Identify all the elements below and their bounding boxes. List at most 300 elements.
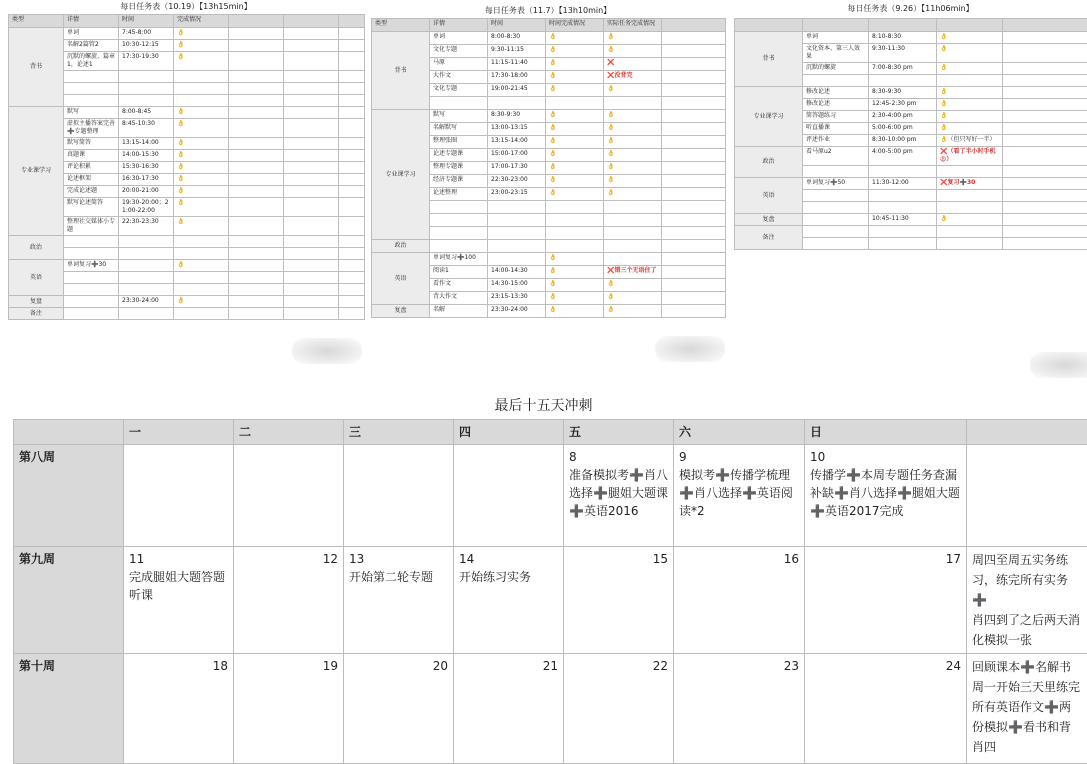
- status-cell: 👌: [546, 175, 604, 188]
- detail-cell: 名解2篇管2: [64, 40, 119, 52]
- status-cell: [174, 248, 229, 260]
- note-cell: [229, 71, 284, 83]
- day-number: 8: [569, 448, 668, 466]
- weekday-header: 二: [234, 420, 344, 445]
- empty-cell: [284, 284, 339, 296]
- detail-cell: 单词复习➕30: [64, 260, 119, 272]
- day-number: 17: [810, 550, 961, 568]
- time-cell: 16:30-17:30: [119, 174, 174, 186]
- time-cell: 17:30-18:00: [488, 71, 546, 84]
- sprint-calendar: [13, 419, 1087, 764]
- status-cell: [546, 240, 604, 253]
- detail-cell: [64, 83, 119, 95]
- empty-cell: [339, 40, 365, 52]
- empty-cell: [284, 236, 339, 248]
- day-cell: [674, 445, 805, 547]
- time-cell: 11:15-11:40: [488, 58, 546, 71]
- week-label: 第八周: [14, 445, 124, 547]
- time-cell: [119, 95, 174, 107]
- daily-task-table: [371, 18, 726, 318]
- empty-cell: [284, 107, 339, 119]
- note-cell: [1003, 123, 1087, 135]
- note-cell: [229, 162, 284, 174]
- status-cell: 👌: [546, 253, 604, 266]
- time-cell: 5:00-6:00 pm: [869, 123, 937, 135]
- status-cell: 👌: [546, 292, 604, 305]
- day-cell: [234, 445, 344, 547]
- status-cell: 👌: [546, 279, 604, 292]
- week-label: 第十周: [14, 654, 124, 764]
- detail-cell: 默写: [430, 110, 488, 123]
- empty-cell: [339, 217, 365, 236]
- status-cell: 👌: [174, 162, 229, 174]
- time-cell: 13:15-14:00: [488, 136, 546, 149]
- detail-cell: [803, 166, 869, 178]
- time-cell: 14:00-14:30: [488, 266, 546, 279]
- category-cell: 背书: [9, 28, 64, 107]
- category-cell: 政治: [372, 240, 430, 253]
- detail-cell: [430, 97, 488, 110]
- empty-cell: [662, 305, 726, 318]
- status-cell: 👌: [174, 107, 229, 119]
- table-row: [735, 87, 1087, 99]
- day-cell: [344, 445, 454, 547]
- column-header: [662, 19, 726, 32]
- detail-cell: [64, 236, 119, 248]
- detail-cell: [64, 296, 119, 308]
- status-cell: 👌: [937, 99, 1003, 111]
- time-cell: 17:00-17:30: [488, 162, 546, 175]
- status-cell: ❌（看了半小时手机😩）: [937, 147, 1003, 166]
- detail-cell: 整理张圈: [430, 136, 488, 149]
- status-cell: 👌: [546, 71, 604, 84]
- category-cell: 政治: [9, 236, 64, 260]
- detail-cell: 默写论述简答: [64, 198, 119, 217]
- empty-cell: [284, 198, 339, 217]
- day-cell: [674, 654, 805, 764]
- time-cell: [119, 83, 174, 95]
- empty-cell: [284, 150, 339, 162]
- status-cell: 👌: [546, 84, 604, 97]
- time-cell: 19:30-20:00；21:00-22:00: [119, 198, 174, 217]
- table-row: [372, 253, 726, 266]
- status-cell: [174, 284, 229, 296]
- time-cell: [869, 190, 937, 202]
- note-cell: [229, 40, 284, 52]
- category-cell: 背书: [735, 32, 803, 87]
- day-cell: [234, 547, 344, 654]
- empty-cell: [284, 119, 339, 138]
- time-cell: [869, 75, 937, 87]
- empty-cell: [339, 174, 365, 186]
- time-cell: 15:00-17:00: [488, 149, 546, 162]
- detail-cell: [430, 214, 488, 227]
- status-cell: [174, 83, 229, 95]
- category-cell: 复盘: [735, 214, 803, 226]
- note-cell: ❌没背完: [604, 71, 662, 84]
- note-cell: 👌: [604, 292, 662, 305]
- day-number: 24: [810, 657, 961, 675]
- detail-cell: 马原: [430, 58, 488, 71]
- column-header: 时间: [119, 15, 174, 28]
- time-cell: 4:00-5:00 pm: [869, 147, 937, 166]
- status-cell: [937, 202, 1003, 214]
- column-header: [803, 19, 869, 32]
- note-cell: 👌: [604, 84, 662, 97]
- empty-cell: [284, 296, 339, 308]
- detail-cell: 看作文: [430, 279, 488, 292]
- empty-cell: [339, 138, 365, 150]
- empty-cell: [662, 123, 726, 136]
- empty-cell: [339, 296, 365, 308]
- empty-cell: [662, 58, 726, 71]
- day-cell: [344, 654, 454, 764]
- status-cell: [937, 75, 1003, 87]
- time-cell: 8:30-10:00 pm: [869, 135, 937, 147]
- note-cell: [229, 308, 284, 320]
- day-number: 16: [679, 550, 799, 568]
- time-cell: 14:30-15:00: [488, 279, 546, 292]
- status-cell: 👌: [174, 52, 229, 71]
- empty-cell: [662, 175, 726, 188]
- time-cell: 8:10-8:30: [869, 32, 937, 44]
- column-header: 实际任务完成情况: [604, 19, 662, 32]
- note-cell: [1003, 166, 1087, 178]
- note-cell: [1003, 44, 1087, 63]
- sheet-title: 每日任务表（9.26）【11h06min】: [734, 0, 1087, 18]
- time-cell: 23:00-23:15: [488, 188, 546, 201]
- column-header: 详情: [64, 15, 119, 28]
- detail-cell: [64, 284, 119, 296]
- status-cell: [174, 272, 229, 284]
- note-cell: 👌: [604, 149, 662, 162]
- detail-cell: [64, 248, 119, 260]
- status-cell: 👌: [546, 58, 604, 71]
- note-cell: [1003, 214, 1087, 226]
- time-cell: 7:00-8:30 pm: [869, 63, 937, 75]
- note-cell: 👌: [604, 136, 662, 149]
- detail-cell: [64, 308, 119, 320]
- empty-cell: [662, 45, 726, 58]
- time-cell: [869, 166, 937, 178]
- day-number: 23: [679, 657, 799, 675]
- day-number: 12: [239, 550, 338, 568]
- status-cell: 👌: [174, 28, 229, 40]
- empty-cell: [339, 162, 365, 174]
- table-row: [735, 226, 1087, 238]
- week-note: 周四至周五实务练习，练完所有实务➕ 肖四到了之后两天消化模拟一张: [967, 547, 1087, 654]
- time-cell: 8:45-10:30: [119, 119, 174, 138]
- empty-cell: [339, 198, 365, 217]
- note-cell: [1003, 75, 1087, 87]
- table-row: [9, 260, 365, 272]
- table-row: [735, 178, 1087, 190]
- day-number: 13: [349, 550, 448, 568]
- week-label: 第九周: [14, 547, 124, 654]
- status-cell: 👌: [937, 87, 1003, 99]
- status-cell: 👌: [546, 149, 604, 162]
- column-header: 时间完成情况: [546, 19, 604, 32]
- time-cell: [119, 308, 174, 320]
- day-tasks: 开始练习实务: [459, 568, 558, 586]
- empty-cell: [662, 136, 726, 149]
- empty-cell: [339, 248, 365, 260]
- day-cell: [124, 547, 234, 654]
- day-cell: [454, 654, 564, 764]
- status-cell: 👌: [937, 32, 1003, 44]
- detail-cell: 文化资本、第三人效果: [803, 44, 869, 63]
- day-cell: [564, 654, 674, 764]
- note-cell: [229, 272, 284, 284]
- column-header: [937, 19, 1003, 32]
- empty-cell: [284, 40, 339, 52]
- time-cell: 20:00-21:00: [119, 186, 174, 198]
- note-cell: [229, 217, 284, 236]
- empty-cell: [662, 162, 726, 175]
- day-number: 18: [129, 657, 228, 675]
- table-row: [9, 28, 365, 40]
- empty-cell: [662, 214, 726, 227]
- note-cell: 👌: [604, 32, 662, 45]
- time-cell: 9:30-11:15: [488, 45, 546, 58]
- empty-cell: [339, 83, 365, 95]
- status-cell: [174, 236, 229, 248]
- time-cell: [869, 226, 937, 238]
- empty-cell: [662, 266, 726, 279]
- day-number: 15: [569, 550, 668, 568]
- detail-cell: [803, 238, 869, 250]
- detail-cell: 完成论述题: [64, 186, 119, 198]
- detail-cell: 整理专题课: [430, 162, 488, 175]
- category-cell: 英语: [372, 253, 430, 305]
- day-cell: [564, 547, 674, 654]
- note-cell: [604, 201, 662, 214]
- detail-cell: 简答题练习: [803, 111, 869, 123]
- note-cell: 👌: [604, 305, 662, 318]
- day-number: 11: [129, 550, 228, 568]
- column-header: [284, 15, 339, 28]
- time-cell: 23:30-24:00: [488, 305, 546, 318]
- time-cell: [869, 202, 937, 214]
- detail-cell: [803, 190, 869, 202]
- detail-cell: 经济专题课: [430, 175, 488, 188]
- detail-cell: 阅读1: [430, 266, 488, 279]
- time-cell: [119, 260, 174, 272]
- status-cell: 👌: [546, 32, 604, 45]
- time-cell: 13:15-14:00: [119, 138, 174, 150]
- table-row: [372, 110, 726, 123]
- empty-cell: [339, 95, 365, 107]
- day-cell: [124, 445, 234, 547]
- table-row: [372, 305, 726, 318]
- empty-cell: [339, 107, 365, 119]
- empty-cell: [284, 52, 339, 71]
- status-cell: 👌: [546, 136, 604, 149]
- note-cell: 👌: [604, 175, 662, 188]
- week-row: [14, 547, 1087, 654]
- empty-cell: [339, 260, 365, 272]
- time-cell: [488, 201, 546, 214]
- sheet-title: 每日任务表（11.7）【13h10min】: [371, 4, 725, 18]
- status-cell: [546, 227, 604, 240]
- time-cell: [488, 97, 546, 110]
- status-cell: [546, 214, 604, 227]
- empty-cell: [339, 236, 365, 248]
- week-note: 回顾课本➕名解书周一开始三天里练完所有英语作文➕两份模拟➕看书和背肖四: [967, 654, 1087, 764]
- time-cell: 23:30-24:00: [119, 296, 174, 308]
- note-cell: [604, 97, 662, 110]
- detail-cell: 虚拟主播答案完善➕专题整理: [64, 119, 119, 138]
- blur-smudge: [655, 336, 725, 362]
- detail-cell: [430, 201, 488, 214]
- status-cell: [174, 71, 229, 83]
- time-cell: [869, 238, 937, 250]
- daily-task-sheet-117: [371, 4, 725, 318]
- category-cell: 政治: [735, 147, 803, 178]
- note-cell: [229, 28, 284, 40]
- table-row: [735, 32, 1087, 44]
- day-cell: [344, 547, 454, 654]
- status-cell: 👌: [546, 45, 604, 58]
- time-cell: [488, 253, 546, 266]
- detail-cell: 论述专题课: [430, 149, 488, 162]
- day-cell: [805, 547, 967, 654]
- weekday-header: 三: [344, 420, 454, 445]
- day-tasks: 传播学➕本周专题任务查漏补缺➕肖八选择➕腿姐大题➕英语2017完成: [810, 466, 961, 520]
- empty-cell: [662, 227, 726, 240]
- status-cell: 👌: [546, 305, 604, 318]
- day-number: 14: [459, 550, 558, 568]
- time-cell: 15:30-16:30: [119, 162, 174, 174]
- detail-cell: [430, 240, 488, 253]
- note-cell: 👌: [604, 162, 662, 175]
- table-row: [9, 236, 365, 248]
- calendar-title: 最后十五天冲刺: [0, 395, 1087, 415]
- day-number: 20: [349, 657, 448, 675]
- detail-cell: 默写简答: [64, 138, 119, 150]
- status-cell: 👌: [937, 111, 1003, 123]
- day-cell: [805, 654, 967, 764]
- empty-cell: [284, 83, 339, 95]
- note-cell: 👌: [604, 123, 662, 136]
- note-cell: [229, 198, 284, 217]
- detail-cell: 单词: [430, 32, 488, 45]
- day-number: 22: [569, 657, 668, 675]
- status-cell: [174, 308, 229, 320]
- note-cell: [229, 248, 284, 260]
- weekday-header: 一: [124, 420, 234, 445]
- time-cell: 10:30-12:15: [119, 40, 174, 52]
- category-cell: 备注: [735, 226, 803, 250]
- note-cell: [229, 107, 284, 119]
- empty-cell: [339, 71, 365, 83]
- detail-cell: 文化专题: [430, 84, 488, 97]
- status-cell: [937, 238, 1003, 250]
- status-cell: 👌: [546, 266, 604, 279]
- week-note: [967, 445, 1087, 547]
- time-cell: 12:45-2:30 pm: [869, 99, 937, 111]
- status-cell: [937, 226, 1003, 238]
- time-cell: [119, 236, 174, 248]
- weekday-header: [14, 420, 124, 445]
- empty-cell: [284, 95, 339, 107]
- note-cell: [1003, 135, 1087, 147]
- empty-cell: [662, 188, 726, 201]
- empty-cell: [662, 201, 726, 214]
- note-cell: [604, 240, 662, 253]
- time-cell: 23:15-13:30: [488, 292, 546, 305]
- detail-cell: 修改论述: [803, 99, 869, 111]
- status-cell: 👌: [174, 296, 229, 308]
- time-cell: 8:30-9:30: [869, 87, 937, 99]
- detail-cell: 论述框架: [64, 174, 119, 186]
- note-cell: [229, 284, 284, 296]
- detail-cell: [803, 75, 869, 87]
- note-cell: [1003, 99, 1087, 111]
- time-cell: 8:30-9:30: [488, 110, 546, 123]
- status-cell: 👌: [174, 186, 229, 198]
- note-cell: [1003, 238, 1087, 250]
- empty-cell: [662, 279, 726, 292]
- status-cell: [546, 201, 604, 214]
- empty-cell: [284, 272, 339, 284]
- note-cell: [1003, 226, 1087, 238]
- detail-cell: 默写: [64, 107, 119, 119]
- time-cell: 22:30-23:00: [488, 175, 546, 188]
- week-row: [14, 654, 1087, 764]
- status-cell: 👌（但只写好一半）: [937, 135, 1003, 147]
- status-cell: 👌: [174, 260, 229, 272]
- empty-cell: [284, 71, 339, 83]
- day-number: 10: [810, 448, 961, 466]
- note-cell: [229, 95, 284, 107]
- weekday-header: 六: [674, 420, 805, 445]
- status-cell: 👌: [174, 150, 229, 162]
- detail-cell: 文化专题: [430, 45, 488, 58]
- daily-task-table: [734, 18, 1087, 250]
- note-cell: [229, 236, 284, 248]
- column-header: [869, 19, 937, 32]
- detail-cell: 单词复习➕100: [430, 253, 488, 266]
- note-cell: [1003, 87, 1087, 99]
- empty-cell: [662, 84, 726, 97]
- daily-task-sheet-1019: [8, 0, 364, 320]
- status-cell: 👌: [546, 162, 604, 175]
- empty-cell: [284, 217, 339, 236]
- status-cell: [174, 95, 229, 107]
- note-cell: [229, 119, 284, 138]
- detail-cell: 名解默写: [430, 123, 488, 136]
- note-cell: [229, 150, 284, 162]
- status-cell: 👌: [937, 123, 1003, 135]
- detail-cell: 看马原u2: [803, 147, 869, 166]
- empty-cell: [284, 260, 339, 272]
- note-cell: [604, 253, 662, 266]
- column-header: 类型: [9, 15, 64, 28]
- note-cell: [229, 52, 284, 71]
- time-cell: 7:45-8:00: [119, 28, 174, 40]
- status-cell: 👌: [174, 119, 229, 138]
- detail-cell: 评述作业: [803, 135, 869, 147]
- detail-cell: 大作文: [430, 71, 488, 84]
- note-cell: 👌: [604, 188, 662, 201]
- empty-cell: [339, 52, 365, 71]
- time-cell: [488, 227, 546, 240]
- empty-cell: [284, 248, 339, 260]
- category-cell: 专业课学习: [735, 87, 803, 147]
- detail-cell: [430, 227, 488, 240]
- daily-task-table: [8, 14, 365, 320]
